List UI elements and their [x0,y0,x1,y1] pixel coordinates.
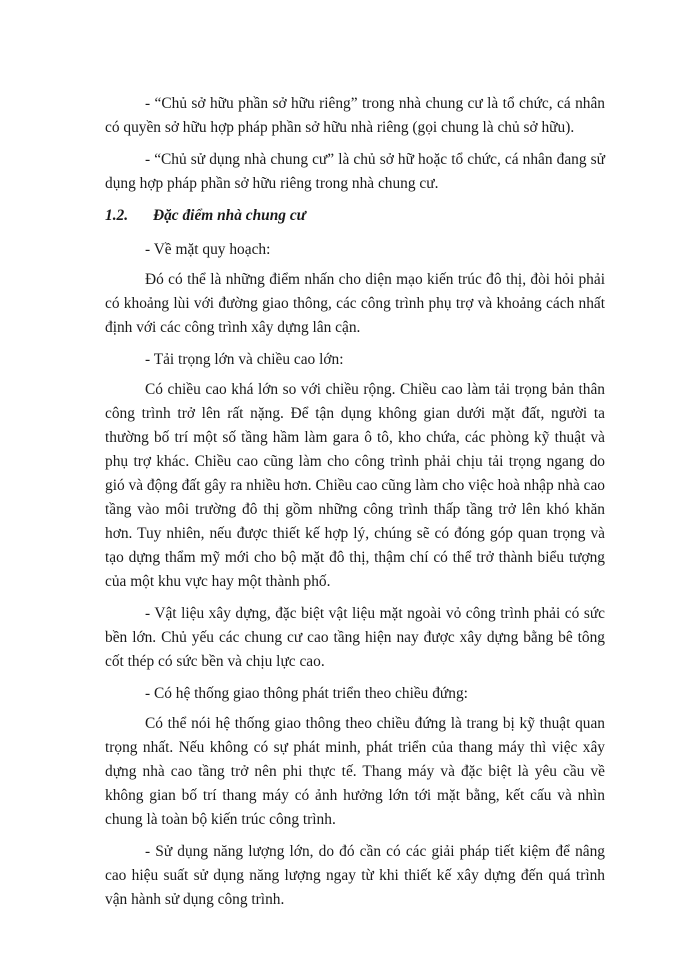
paragraph-owner-definition: - “Chủ sở hữu phần sở hữu riêng” trong nhà chung cư là tổ chức, cá nhân có quyền sở hữu hợp pháp phần sở hữu nhà riêng (gọi chung là chủ sở hữu). [105,95,605,136]
paragraph-materials: - Vật liệu xây dựng, đặc biệt vật liệu mặt ngoài vỏ công trình phải có sức bền lớn. Chủ yếu các chung cư cao tầng hiện nay được xây dựng bằng bê tông cốt thép có sức bền và chịu lực cao. [105,605,605,670]
paragraph-planning-body: Đó có thể là những điểm nhấn cho diện mạo kiến trúc đô thị, đòi hỏi phải có khoảng lùi với đường giao thông, các công trình phụ trợ và khoảng cách nhất định với các công trình xây dựng lân cận. [105,271,605,336]
paragraph-transport-body: Có thể nói hệ thống giao thông theo chiều đứng là trang bị kỹ thuật quan trọng nhất. Nếu không có sự phát minh, phát triển của thang máy thì việc xây dựng nhà cao tầng trở nên phi thực tế. Thang máy và đặc biệt là yêu cầu về không gian bố trí thang máy có ảnh hưởng lớn tới mặt bằng, kết cấu và nhìn chung là toàn bộ kiến trúc công trình. [105,715,605,828]
section-number: 1.2. [105,207,129,224]
document-page [105,92,605,920]
section-title: Đặc điểm nhà chung cư [153,207,306,224]
paragraph-load-body: Có chiều cao khá lớn so với chiều rộng. Chiều cao làm tải trọng bản thân công trình trở lên rất nặng. Để tận dụng không gian dưới mặt đất, người ta thường bố trí một số tầng hầm làm gara ô tô, kho chứa, các phòng kỹ thuật và phụ trợ khác. Chiều cao cũng làm cho công trình phải chịu tải trọng ngang do gió và động đất gây ra nhiều hơn. Chiều cao cũng làm cho việc hoà nhập nhà cao tầng vào môi trường đô thị gồm những công trình thấp tầng trở lên khó khăn hơn. Tuy nhiên, nếu được thiết kế hợp lý, chúng sẽ có đóng góp quan trọng và tạo dựng thẩm mỹ mới cho bộ mặt đô thị, thậm chí có thể trở thành biểu tượng của một khu vực hay một thành phố. [105,381,605,590]
paragraph-load-label: - Tải trọng lớn và chiều cao lớn: [145,351,344,368]
paragraph-transport-label: - Có hệ thống giao thông phát triển theo chiều đứng: [145,685,468,702]
paragraph-planning-label: - Về mặt quy hoạch: [145,241,271,258]
paragraph-energy: - Sử dụng năng lượng lớn, do đó cần có các giải pháp tiết kiệm để nâng cao hiệu suất sử dụng năng lượng ngay từ khi thiết kế xây dựng đến quá trình vận hành sử dụng công trình. [105,843,605,908]
section-heading [105,204,605,228]
paragraph-user-definition: - “Chủ sử dụng nhà chung cư” là chủ sở hữ hoặc tổ chức, cá nhân đang sử dụng hợp pháp phần sở hữu riêng trong nhà chung cư. [105,151,605,192]
